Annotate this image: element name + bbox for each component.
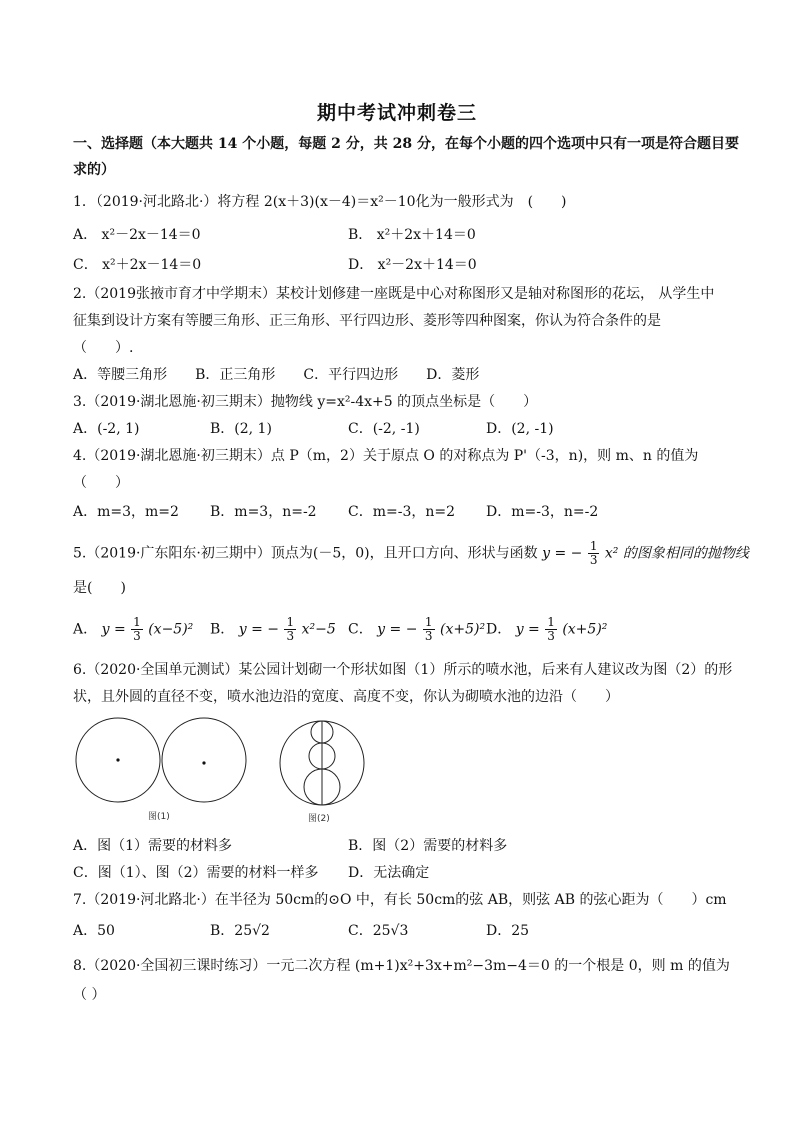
option-label: C．: [348, 621, 373, 638]
option-y-eq: y =: [101, 621, 126, 638]
q6-option-a: A．图（1）需要的材料多: [73, 838, 233, 854]
q5-stem-fraction: [588, 540, 600, 567]
q4-option-a: A．m=3，m=2: [73, 504, 179, 520]
q5-option-a: [73, 616, 193, 643]
fig1-caption: 图(1): [148, 812, 170, 822]
q1-option-c: C． x²＋2x－14＝0: [73, 257, 202, 273]
option-expr: (x+5)²: [562, 621, 608, 638]
fraction-denominator: 3: [547, 629, 555, 643]
q4-option-d: D．m=-3，n=-2: [486, 504, 599, 520]
fig1-right-circle: [162, 718, 246, 802]
q5-stem-line1: [73, 540, 749, 567]
q1-stem: 1．（2019·河北路北·）将方程 2(x＋3)(x－4)＝x²－10化为一般形式为 ( ): [73, 194, 567, 210]
q7-option-d: D．25: [486, 923, 530, 939]
option-y-eq: y =: [515, 621, 540, 638]
q8-stem-line2: （ ）: [73, 987, 106, 1003]
option-fraction: [423, 616, 435, 643]
q5-option-b: [210, 616, 336, 643]
q4-stem-line1: 4.（2019·湖北恩施·初三期末）点 P（m，2）关于原点 O 的对称点为 P'（-3，n)，则 m、n 的值为: [73, 448, 699, 464]
q3-option-b: B．(2, 1): [210, 421, 272, 437]
q7-option-b: B．25√2: [210, 923, 270, 939]
option-fraction: [284, 616, 296, 643]
q2-stem-line1: 2.（2019张掖市育才中学期末）某校计划修建一座既是中心对称图形又是轴对称图形的花坛， 从学生中: [73, 286, 715, 302]
q5-stem-pre: 5.（2019·广东阳东·初三期中）顶点为(－5，0)，且开口方向、形状与函数: [73, 545, 538, 562]
q7-option-a: A．50: [73, 923, 115, 939]
option-label: A．: [73, 621, 98, 638]
fig1-left-center-dot: [116, 758, 119, 761]
q4-option-c: C．m=-3，n=2: [348, 504, 456, 520]
fraction-numerator: 1: [286, 615, 295, 629]
q5-option-d: [486, 616, 607, 643]
q5-stem-func: y = −: [542, 545, 583, 562]
option-expr: (x+5)²: [440, 621, 486, 638]
option-label: B．: [210, 621, 235, 638]
q5-stem-line2: 是( ): [73, 580, 126, 596]
q6-stem-line1: 6.（2020·全国单元测试）某公园计划砌一个形状如图（1）所示的喷水池，后来有人建议改为图（2）的形: [73, 662, 733, 678]
q1-option-d: D． x²－2x＋14＝0: [348, 257, 477, 273]
q6-stem-line2: 状，且外圆的直径不变，喷水池边沿的宽度、高度不变，你认为砌喷水池的边沿（ ）: [73, 689, 619, 705]
fraction-numerator: 1: [547, 615, 555, 629]
q6-option-d: D．无法确定: [348, 865, 430, 881]
q5-stem-post: x² 的图象相同的抛物线: [604, 545, 749, 562]
q3-option-c: C．(-2, -1): [348, 421, 420, 437]
q6-option-b: B．图（2）需要的材料多: [348, 838, 508, 854]
q7-option-c: C．25√3: [348, 923, 409, 939]
option-fraction: [545, 616, 557, 643]
page-title: 期中考试冲刺卷三: [316, 102, 477, 124]
q8-stem-line1: 8.（2020·全国初三课时练习）一元二次方程 (m+1)x²+3x+m²−3m−4＝0 的一个根是 0，则 m 的值为: [73, 958, 730, 974]
fraction-denominator: 3: [133, 629, 141, 643]
q4-option-b: B．m=3，n=-2: [210, 504, 317, 520]
fig2-caption: 图(2): [308, 814, 330, 824]
q3-option-a: A．(-2, 1): [73, 421, 140, 437]
option-y-eq: y = −: [377, 621, 418, 638]
option-label: D．: [486, 621, 512, 638]
q4-stem-line2: （ ）: [73, 475, 129, 491]
fraction-numerator: 1: [133, 615, 141, 629]
fraction-numerator: 1: [424, 615, 433, 629]
section-heading-line1: 一、选择题（本大题共 14 个小题，每题 2 分，共 28 分，在每个小题的四个选项中只有一项是符合题目要: [73, 136, 739, 152]
q2-options: A．等腰三角形 B．正三角形 C．平行四边形 D．菱形: [73, 367, 480, 383]
q1-option-a: A． x²－2x－14＝0: [73, 227, 201, 243]
q2-stem-line2: 征集到设计方案有等腰三角形、正三角形、平行四边形、菱形等四种图案，你认为符合条件的是: [73, 313, 661, 329]
fraction-denominator: 3: [424, 629, 433, 643]
fraction-numerator: 1: [589, 539, 598, 553]
q3-option-d: D．(2, -1): [486, 421, 554, 437]
fraction-denominator: 3: [589, 553, 598, 567]
fraction-denominator: 3: [286, 629, 295, 643]
q6-figures: [72, 715, 382, 830]
fig1-right-center-dot: [202, 761, 205, 764]
option-y-eq: y = −: [238, 621, 280, 638]
figure-2: [280, 721, 364, 824]
q3-stem: 3.（2019·湖北恩施·初三期末）抛物线 y=x²-4x+5 的顶点坐标是（ ）: [73, 394, 538, 410]
q7-stem: 7.（2019·河北路北·）在半径为 50cm的⊙O 中，有长 50cm的弦 AB，则弦 AB 的弦心距为（ ）cm: [73, 892, 727, 908]
section-heading-line2: 求的）: [73, 162, 115, 178]
option-expr: (x−5)²: [148, 621, 194, 638]
option-expr: x²−5: [301, 621, 336, 638]
figure-1: [76, 718, 246, 822]
q1-option-b: B． x²＋2x＋14＝0: [348, 227, 476, 243]
q6-option-c: C．图（1）、图（2）需要的材料一样多: [73, 865, 319, 881]
option-fraction: [131, 616, 143, 643]
q2-stem-line3: （ ）.: [73, 340, 134, 356]
q5-option-c: [348, 616, 485, 643]
